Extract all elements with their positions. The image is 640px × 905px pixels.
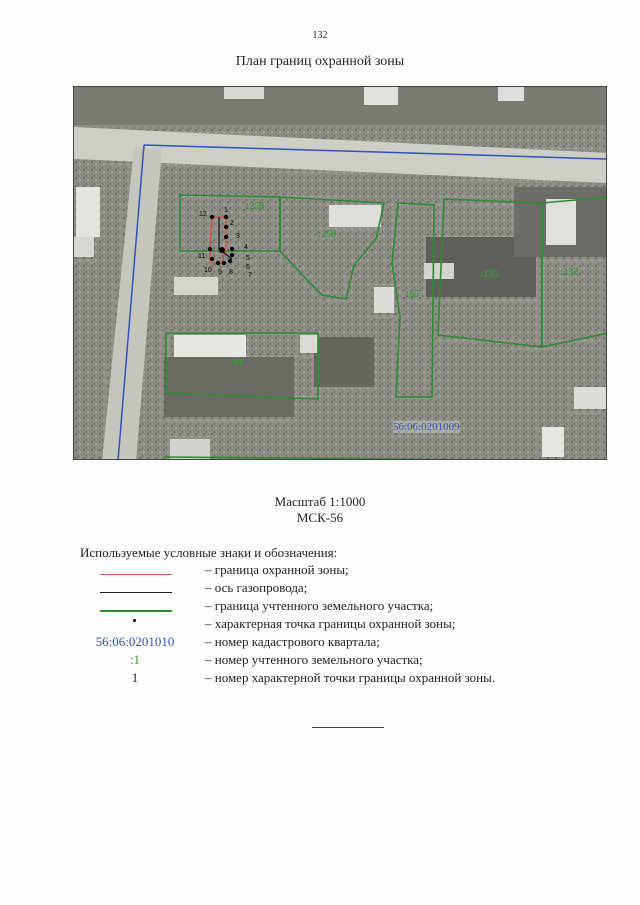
legend-row-characteristic-point — [80, 616, 600, 634]
characteristic-point — [224, 225, 228, 229]
legend-heading: Используемые условные знаки и обозначения: — [80, 545, 338, 560]
building-roof — [329, 205, 381, 227]
characteristic-point — [224, 235, 228, 239]
legend-symbol — [80, 580, 190, 598]
building-roof — [364, 87, 398, 105]
legend-text: – номер учтенного земельного участка; — [205, 652, 423, 667]
building-roof — [546, 199, 576, 245]
page-number: 132 — [312, 30, 328, 41]
dot-symbol — [133, 619, 136, 622]
legend-symbol: :1 — [129, 652, 141, 667]
legend — [80, 562, 600, 688]
legend-symbol — [80, 598, 190, 616]
building-roof — [374, 287, 394, 313]
legend-text: – характерная точка границы охранной зоны; — [205, 616, 456, 631]
characteristic-point — [210, 257, 214, 261]
point-label: 1 — [224, 207, 228, 214]
vegetation-patch — [314, 337, 374, 387]
point-label: 9 — [218, 269, 222, 276]
legend-text: – ось газопровода; — [205, 580, 308, 595]
building-roof — [74, 237, 94, 257]
plot-label-132: :132 — [560, 267, 579, 278]
vegetation-patch — [164, 357, 294, 417]
red-line-symbol — [100, 574, 172, 575]
point-label: 8 — [229, 269, 233, 276]
point-label: 11 — [198, 253, 206, 260]
building-roof — [498, 87, 524, 101]
legend-text: – граница охранной зоны; — [205, 562, 349, 577]
legend-row-quarter-number — [80, 634, 600, 652]
point-label: 12 — [199, 211, 207, 218]
plot-label-259: :259 — [318, 229, 337, 240]
end-rule — [312, 727, 384, 728]
scale-ratio: Масштаб 1:1000 — [274, 494, 366, 509]
building-roof — [542, 427, 564, 457]
characteristic-point — [224, 215, 228, 219]
characteristic-point — [210, 215, 214, 219]
point-label: 6 — [246, 264, 250, 271]
legend-symbol: 1 — [131, 670, 139, 685]
legend-row-plot-number — [80, 652, 600, 670]
characteristic-point — [230, 247, 234, 251]
building-roof — [174, 335, 246, 357]
characteristic-point — [228, 259, 232, 263]
point-label: 5 — [246, 255, 250, 262]
page-title: План границ охранной зоны — [235, 54, 405, 69]
point-label: 4 — [244, 244, 248, 251]
black-line-symbol — [100, 592, 172, 593]
vegetation-top — [74, 87, 607, 125]
point-label: 7 — [248, 272, 252, 279]
building-roof — [300, 335, 318, 353]
characteristic-point — [219, 247, 225, 253]
building-roof — [574, 387, 607, 409]
characteristic-point — [208, 247, 212, 251]
plot-label-61: :61 — [230, 357, 244, 368]
legend-text: – номер характерной точки границы охранной зоны. — [205, 670, 496, 685]
plot-label-135: :135 — [480, 269, 499, 280]
legend-row-protection-zone — [80, 562, 600, 580]
point-label: 10 — [204, 267, 212, 274]
building-roof — [224, 87, 264, 99]
scale-block — [0, 494, 640, 526]
point-label: 3 — [236, 233, 240, 240]
characteristic-point — [216, 261, 220, 265]
legend-row-land-plot — [80, 598, 600, 616]
legend-symbol: 56:06:0201010 — [95, 634, 175, 649]
legend-row-gas-pipeline — [80, 580, 600, 598]
point-label: 2 — [230, 220, 234, 227]
building-roof — [76, 187, 100, 237]
legend-text: – номер кадастрового квартала; — [205, 634, 380, 649]
characteristic-point — [222, 261, 226, 265]
coordinate-system: МСК-56 — [296, 510, 344, 525]
building-roof — [174, 277, 218, 295]
cadastral-map — [73, 86, 607, 460]
characteristic-point — [230, 253, 234, 257]
legend-symbol — [80, 616, 190, 634]
quarter-number-label: 56:06:0201009 — [393, 421, 460, 433]
legend-row-point-number — [80, 670, 600, 688]
green-line-symbol — [100, 610, 172, 612]
legend-symbol — [80, 562, 190, 580]
building-roof — [424, 263, 454, 279]
plot-label-258: :258 — [246, 201, 265, 212]
map-imagery — [74, 87, 607, 460]
plot-label-65: :65 — [406, 289, 420, 300]
legend-text: – граница учтенного земельного участка; — [205, 598, 434, 613]
